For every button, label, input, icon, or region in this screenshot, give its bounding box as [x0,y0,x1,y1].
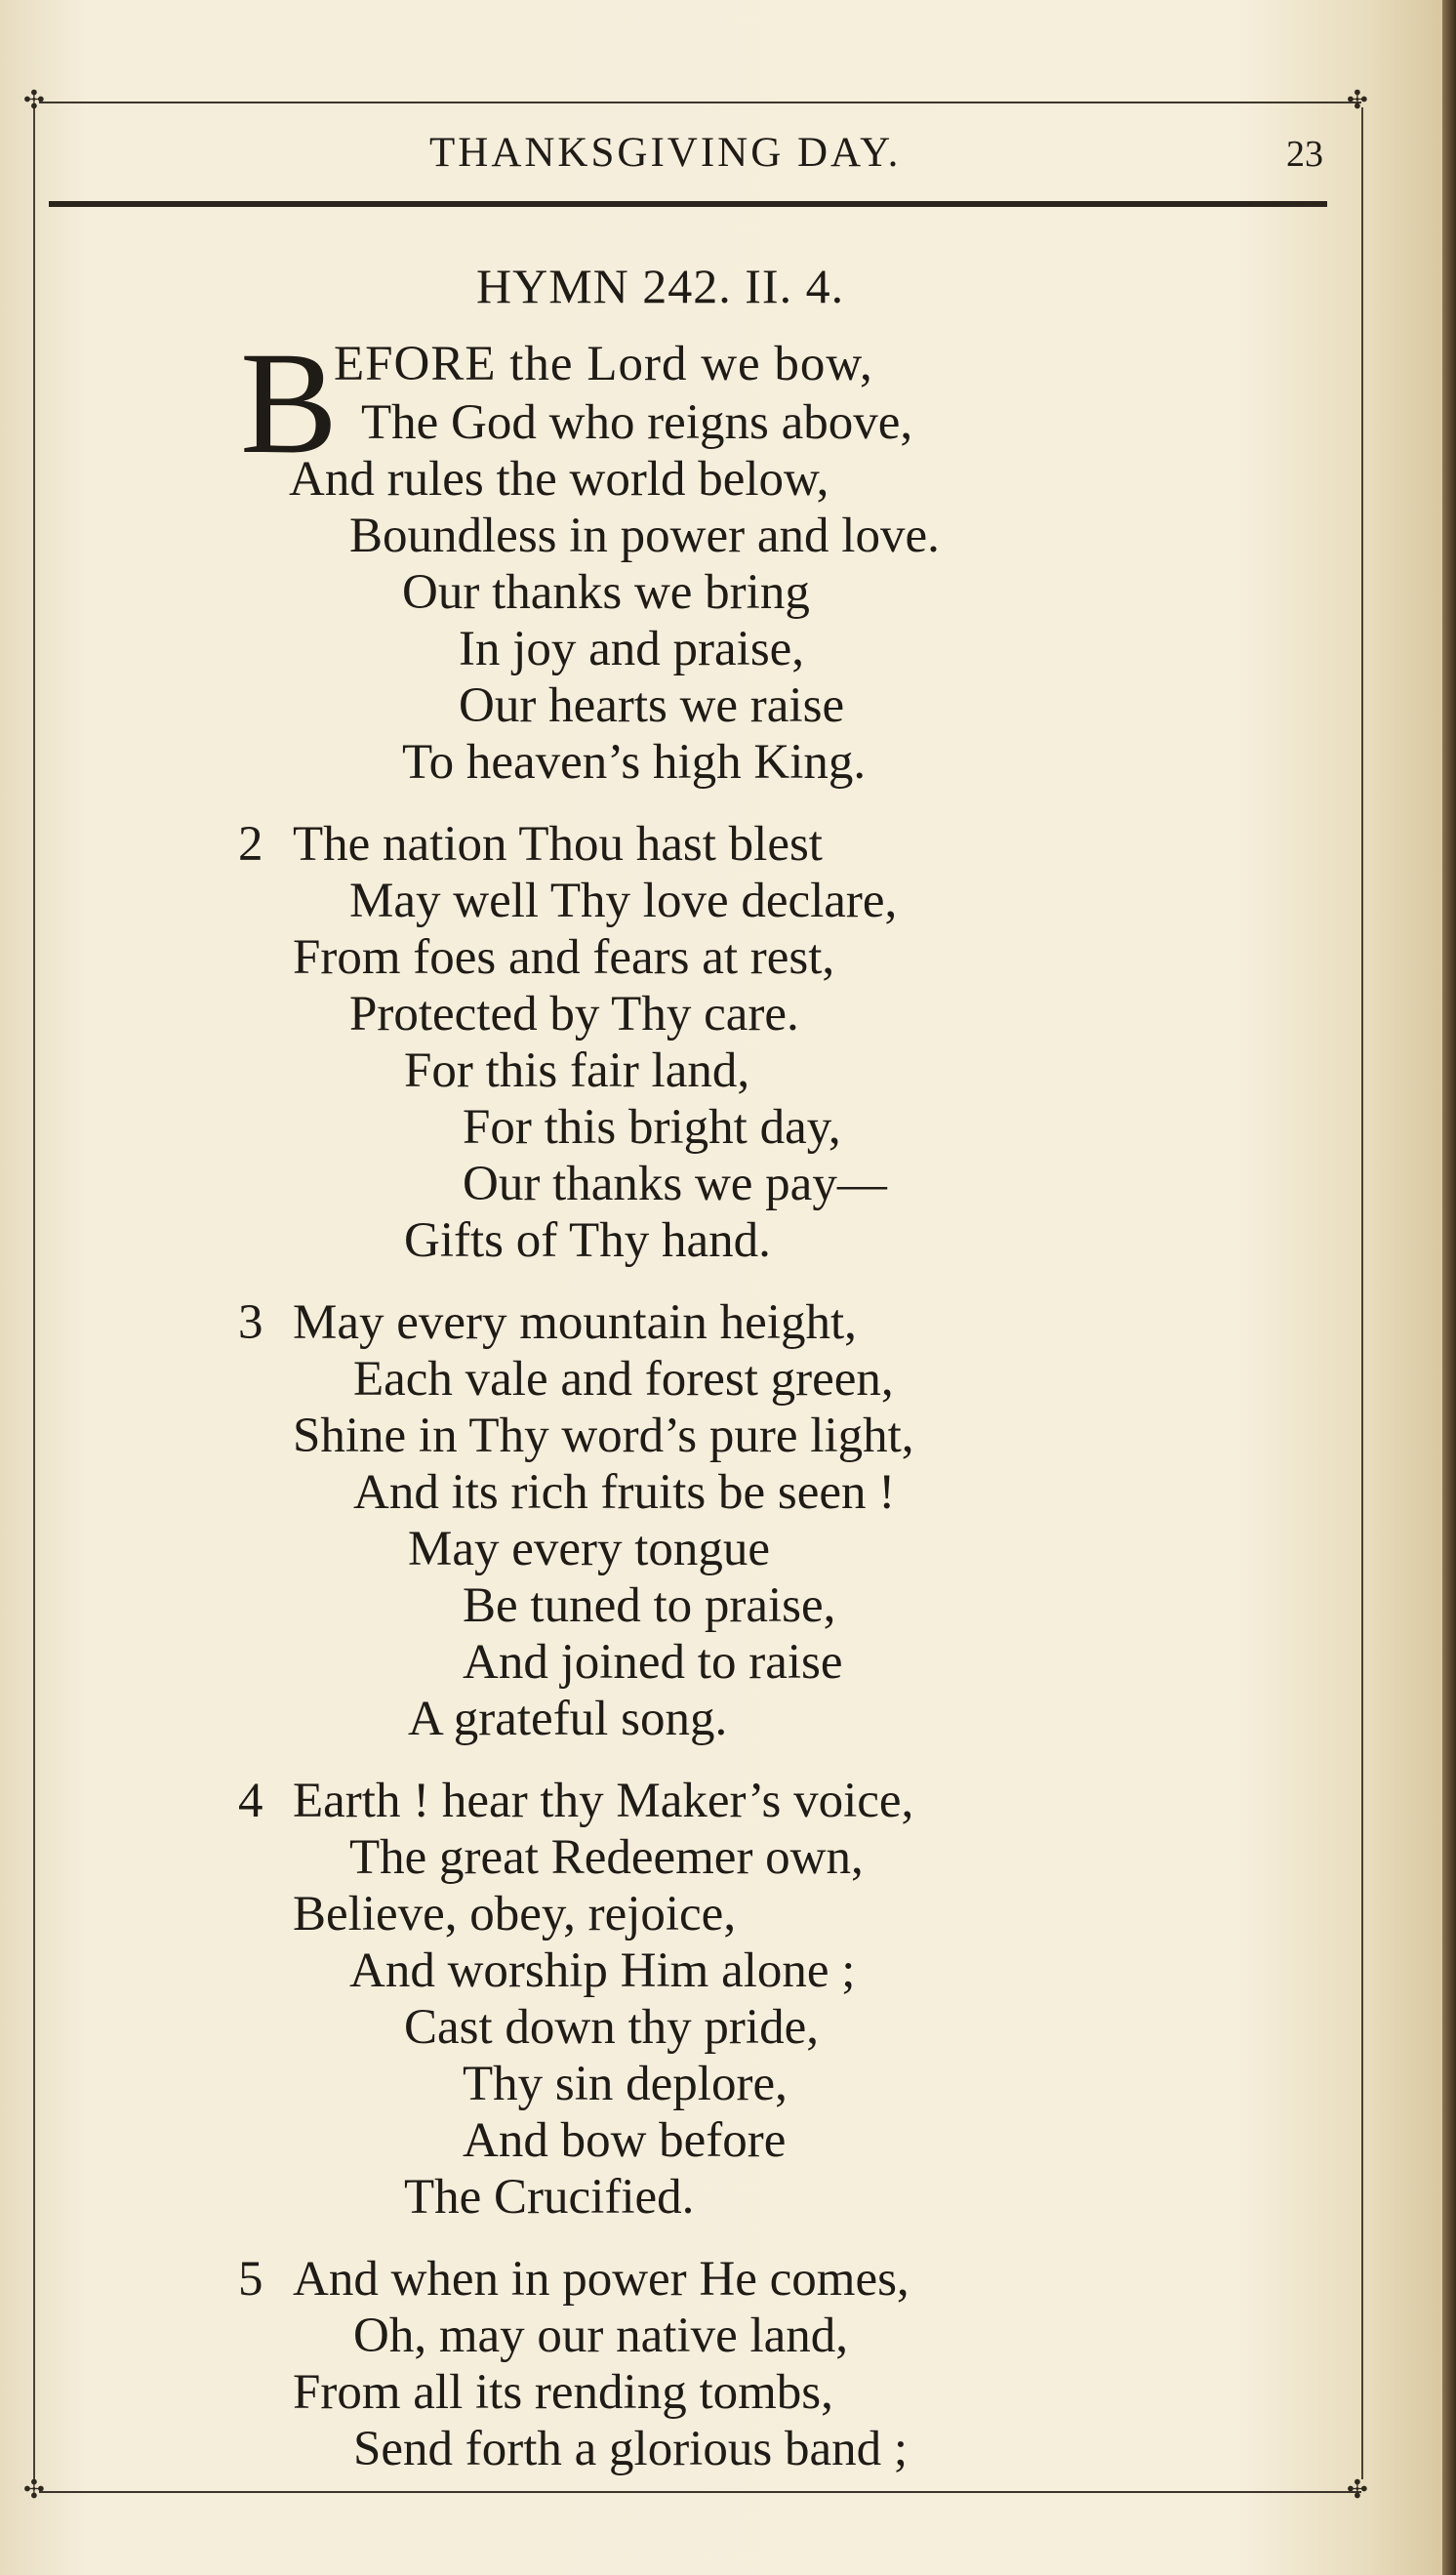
verse-number: 2 [238,817,263,872]
header-underline-rule [49,201,1327,207]
hymn-line: Our thanks we bring [402,565,810,620]
hymn-line: The Crucified. [404,2170,695,2225]
page-number: 23 [1286,134,1323,175]
bottom-border-rule [39,2491,1361,2493]
hymn-line: And its rich fruits be seen ! [353,1465,896,1520]
corner-ornament-icon: ✣ [23,86,45,115]
hymn-line: To heaven’s high King. [402,735,867,790]
hymn-line: Shine in Thy word’s pure light, [293,1409,914,1463]
hymn-line: For this bright day, [463,1100,841,1155]
verse-number: 4 [238,1774,263,1828]
hymn-line: From foes and fears at rest, [293,930,835,985]
hymn-line: Our thanks we pay— [463,1157,887,1211]
verse-number: 3 [238,1295,263,1350]
hymn-line: Send forth a glorious band ; [353,2422,908,2476]
hymn-line: Each vale and forest green, [353,1352,894,1407]
verse-number: 5 [238,2252,263,2307]
hymn-line: May every mountain height, [293,1295,857,1350]
page-edge-shadow [1442,0,1456,2575]
hymn-line: Thy sin deplore, [463,2057,788,2111]
corner-ornament-icon: ✣ [23,2475,45,2505]
frame-left-rule [33,107,35,2479]
hymn-line: And rules the world below, [289,452,829,507]
hymn-line: And bow before [463,2113,787,2168]
corner-ornament-icon: ✣ [1347,2475,1368,2505]
hymn-line: For this fair land, [404,1043,750,1098]
drop-cap: B [240,322,339,484]
hymn-line: The great Redeemer own, [349,1830,864,1885]
frame-right-rule [1361,107,1363,2479]
hymn-line: Our hearts we raise [459,678,845,733]
hymn-line: Cast down thy pride, [404,2000,819,2055]
hymn-line: The God who reigns above, [361,395,913,450]
running-head: THANKSGIVING DAY. [429,130,902,176]
hymn-line: Oh, may our native land, [353,2309,849,2363]
hymn-line: In joy and praise, [459,622,805,676]
hymn-line: May well Thy love declare, [349,874,898,928]
hymn-title: HYMN 242. II. 4. [476,259,845,313]
hymn-line: Earth ! hear thy Maker’s voice, [293,1774,914,1828]
hymn-line: Gifts of Thy hand. [404,1213,771,1268]
hymn-line: And joined to raise [463,1635,843,1690]
hymn-line: Boundless in power and love. [349,509,940,563]
hymn-line: May every tongue [408,1522,771,1576]
hymn-line: From all its rending tombs, [293,2365,833,2420]
top-border-rule [39,102,1361,103]
hymn-line: A grateful song. [408,1692,728,1746]
hymn-line: Be tuned to praise, [463,1578,836,1633]
hymn-line: Protected by Thy care. [349,987,799,1042]
hymn-line: And worship Him alone ; [349,1943,856,1998]
hymn-line: The nation Thou hast blest [293,817,823,872]
hymn-line: And when in power He comes, [293,2252,910,2307]
corner-ornament-icon: ✣ [1347,86,1368,115]
hymn-line: EFORE the Lord we bow, [334,337,873,391]
hymn-line: Believe, obey, rejoice, [293,1887,737,1941]
